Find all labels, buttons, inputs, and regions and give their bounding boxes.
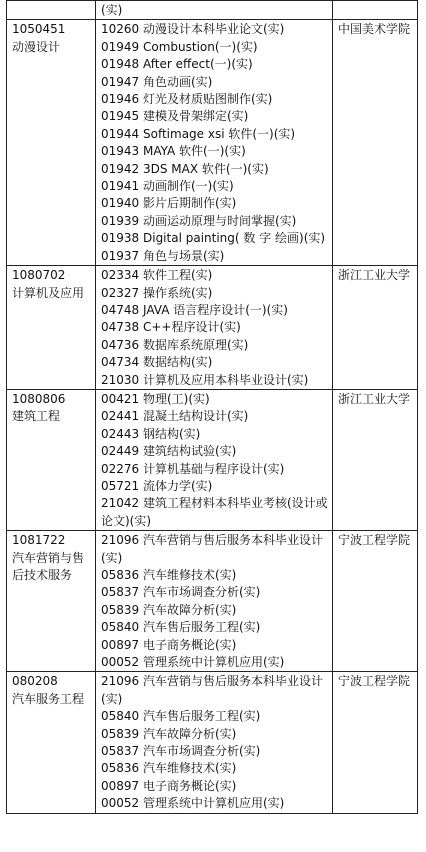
major-row — [7, 531, 418, 672]
course-item: 01942 3DS MAX 软件(一)(实) — [101, 161, 269, 176]
continuation-school-cell — [333, 1, 418, 20]
course-item: 02449 建筑结构试验(实) — [101, 444, 237, 459]
course-item: 21096 汽车营销与售后服务本科毕业设计(实) — [101, 674, 323, 706]
course-item: 21030 计算机及应用本科毕业设计(实) — [101, 372, 309, 387]
major-cell — [7, 389, 96, 530]
major-row — [7, 672, 418, 813]
course-item: 00052 管理系统中计算机应用(实) — [101, 796, 285, 811]
major-code: 1081722 — [12, 533, 66, 548]
course-item: 00421 物理(工)(实) — [101, 391, 210, 406]
course-item: 04748 JAVA 语言程序设计(一)(实) — [101, 302, 288, 317]
major-code: 1080702 — [12, 268, 66, 283]
school-name: 宁波工程学院 — [338, 533, 411, 548]
course-item: 21042 建筑工程材料本科毕业考核(设计或论文)(实) — [101, 496, 328, 528]
course-item: 05836 汽车维修技术(实) — [101, 761, 237, 776]
course-item: 02441 混凝土结构设计(实) — [101, 409, 249, 424]
course-item: 04738 C++程序设计(实) — [101, 320, 241, 335]
course-list-cell — [96, 389, 333, 530]
course-item: 00052 管理系统中计算机应用(实) — [101, 655, 285, 670]
course-item: 21096 汽车营销与售后服务本科毕业设计(实) — [101, 533, 323, 565]
major-cell — [7, 266, 96, 390]
continuation-major-cell — [7, 1, 96, 20]
course-item: 04736 数据库系统原理(实) — [101, 337, 249, 352]
exam-plan-table — [6, 0, 418, 814]
course-item: 01947 角色动画(实) — [101, 74, 213, 89]
major-code: 080208 — [12, 674, 58, 689]
school-name: 宁波工程学院 — [338, 674, 411, 689]
school-name: 浙江工业大学 — [338, 268, 411, 283]
course-item: 05839 汽车故障分析(实) — [101, 726, 237, 741]
course-item: 05836 汽车维修技术(实) — [101, 568, 237, 582]
continuation-text: (实) — [101, 3, 123, 17]
course-item: 05837 汽车市场调查分析(实) — [101, 744, 261, 759]
course-item: 00897 电子商务概论(实) — [101, 637, 237, 652]
course-item: 01944 Softimage xsi 软件(一)(实) — [101, 126, 296, 141]
course-item: 01937 角色与场景(实) — [101, 248, 225, 263]
course-item: 01941 动画制作(一)(实) — [101, 179, 234, 194]
course-list-cell — [96, 20, 333, 266]
course-item: 10260 动漫设计本科毕业论文(实) — [101, 22, 285, 37]
course-item: 01939 动画运动原理与时间掌握(实) — [101, 213, 297, 228]
major-name: 汽车服务工程 — [12, 691, 85, 706]
course-item: 01948 After effect(一)(实) — [101, 57, 253, 72]
course-item: 00897 电子商务概论(实) — [101, 778, 237, 793]
course-item: 04734 数据结构(实) — [101, 355, 213, 370]
continuation-row — [7, 1, 418, 20]
exam-plan-table-body — [7, 1, 418, 814]
school-cell — [333, 672, 418, 813]
course-item: 01949 Combustion(一)(实) — [101, 39, 258, 54]
course-item: 02334 软件工程(实) — [101, 268, 213, 283]
major-code: 1050451 — [12, 22, 66, 37]
course-list-cell — [96, 672, 333, 813]
major-row — [7, 20, 418, 266]
major-cell — [7, 531, 96, 672]
school-name: 中国美术学院 — [338, 22, 411, 37]
school-cell — [333, 531, 418, 672]
course-item: 02276 计算机基础与程序设计(实) — [101, 461, 285, 476]
school-cell — [333, 389, 418, 530]
course-item: 01938 Digital painting( 数 字 绘画)(实) — [101, 231, 326, 246]
major-code: 1080806 — [12, 391, 66, 406]
course-item: 02443 钢结构(实) — [101, 426, 201, 441]
major-name: 动漫设计 — [12, 39, 61, 54]
major-cell — [7, 20, 96, 266]
school-cell — [333, 266, 418, 390]
major-row — [7, 266, 418, 390]
course-item: 01943 MAYA 软件(一)(实) — [101, 144, 246, 159]
major-cell — [7, 672, 96, 813]
course-list-cell — [96, 266, 333, 390]
school-cell — [333, 20, 418, 266]
major-row — [7, 389, 418, 530]
continuation-course-cell — [96, 1, 333, 20]
course-item: 05837 汽车市场调查分析(实) — [101, 585, 261, 600]
course-item: 05840 汽车售后服务工程(实) — [101, 620, 261, 635]
course-item: 01946 灯光及材质贴图制作(实) — [101, 92, 273, 107]
course-item: 05721 流体力学(实) — [101, 478, 213, 493]
major-name: 建筑工程 — [12, 409, 61, 424]
course-item: 05839 汽车故障分析(实) — [101, 602, 237, 617]
school-name: 浙江工业大学 — [338, 391, 411, 406]
course-item: 05840 汽车售后服务工程(实) — [101, 709, 261, 724]
course-list-cell — [96, 531, 333, 672]
course-item: 01940 影片后期制作(实) — [101, 196, 237, 211]
course-item: 02327 操作系统(实) — [101, 285, 213, 300]
course-item: 01945 建模及骨架绑定(实) — [101, 109, 249, 124]
major-name: 汽车营销与售后技术服务 — [12, 550, 85, 582]
major-name: 计算机及应用 — [12, 285, 85, 300]
